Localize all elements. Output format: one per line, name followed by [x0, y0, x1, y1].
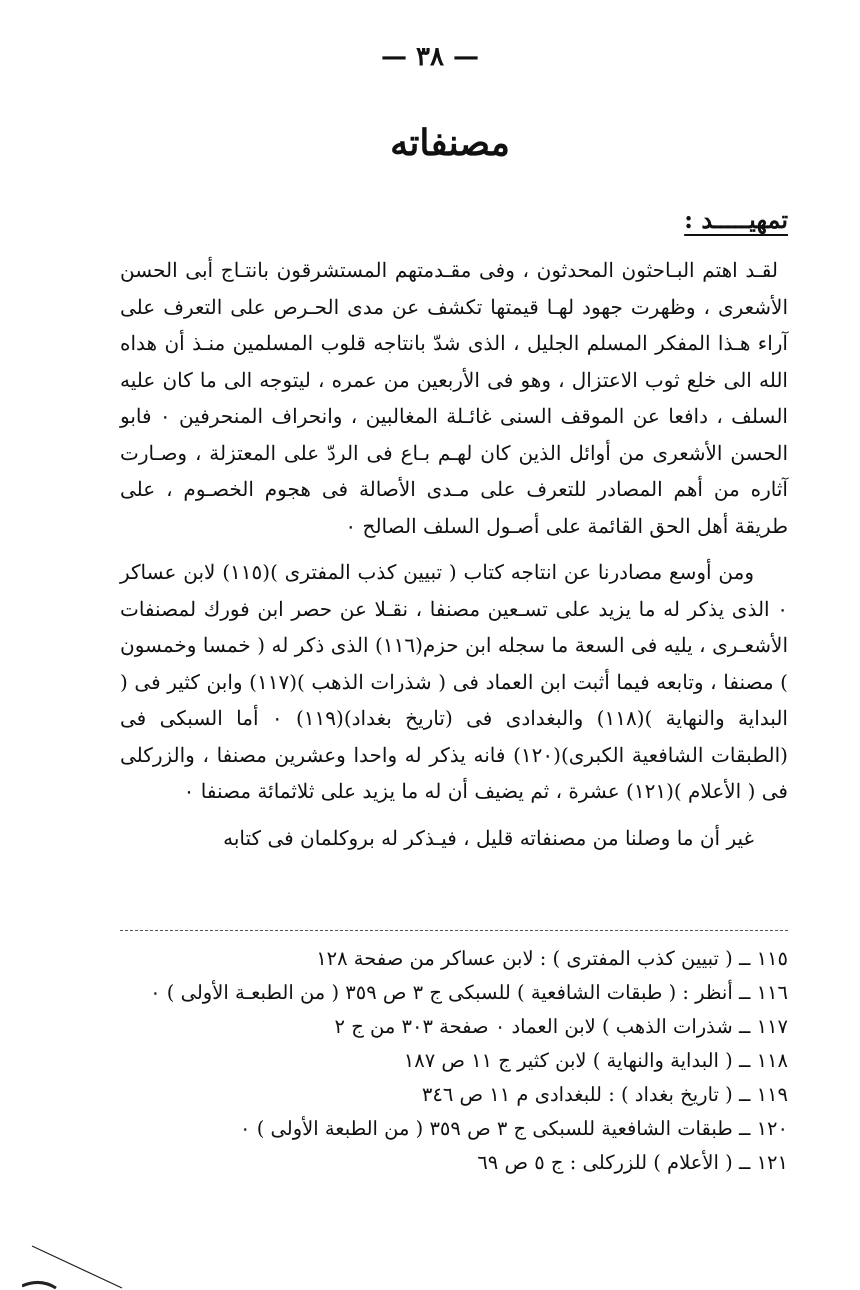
paragraph: لقـد اهتم البـاحثون المحدثون ، وفى مقـدمتهم المستشرقون بانتـاج أبى الحسن الأشعرى ، وظهرت جهود لهـا قيمتها تكشف عن مدى الحـرص على التعرف على آراء هـذا المفكر المسلم الجليل ، الذى شدّ بانتاجه قلوب المسلمين منـذ أن هداه الله الى خلع ثوب الاعتزال ، وهو فى الأربعين من عمره ، ليتوجه الى ما كان عليه السلف ، دافعا عن الموقف السنى غائـلة المغالبين ، وانحراف المنحرفين ٠ فابو الحسن الأشعرى من أوائل الذين كان لهـم بـاع فى الردّ على المعتزلة ، وصـارت آثاره من أهم المصادر للتعرف على مـدى الأصالة فى هجوم الخصـوم ، على طريقة أهل الحق القائمة على أصـول السلف الصالح ٠: [120, 258, 788, 538]
page-number: — ٣٨ —: [380, 42, 480, 72]
footnote-item: [128, 976, 788, 1010]
footnote-item: [128, 1010, 788, 1044]
footnote-item: [128, 1078, 788, 1112]
scan-corner-mark: [22, 1242, 132, 1290]
section-heading: تمهيـــــد :: [684, 205, 788, 234]
footnote-text: ١١٩ ــ ( تاريخ بغداد ) : للبغدادى م ١١ ص ٣٤٦: [421, 1083, 788, 1106]
footnotes-list: [128, 942, 788, 1180]
footnote-text: ١١٥ ــ ( تبيين كذب المفترى ) : لابن عساكر من صفحة ١٢٨: [316, 947, 788, 970]
chapter-title: مصنفاته: [390, 122, 510, 164]
paragraph: غير أن ما وصلنا من مصنفاته قليل ، فيـذكر له بروكلمان فى كتابه: [223, 825, 754, 850]
footnote-item: [128, 1044, 788, 1078]
footnote-text: ١١٧ ــ شذرات الذهب ) لابن العماد ٠ صفحة ٣٠٣ من ج ٢: [334, 1015, 788, 1038]
footnote-separator: [120, 930, 788, 931]
footnote-item: [128, 942, 788, 976]
footnote-text: ١١٦ ــ أنظر : ( طبقات الشافعية ) للسبكى ج ٣ ص ٣٥٩ ( من الطبعـة الأولى ) ٠: [150, 981, 788, 1004]
footnote-text: ١١٨ ــ ( البداية والنهاية ) لابن كثير ج ١١ ص ١٨٧: [403, 1049, 788, 1072]
paragraph: ومن أوسع مصادرنا عن انتاجه كتاب ( تبيين كذب المفترى )(١١٥) لابن عساكر ٠ الذى يذكر له ما يزيد على تسـعين مصنفا ، نقـلا عن حصر ابن فورك لمصنفات الأشعـرى ، يليه فى السعة ما سجله ابن حزم(١١٦) الذى ذكر له ( خمسا وخمسون ) مصنفا ، وتابعه فيما أثبت ابن العماد فى ( شذرات الذهب )(١١٧) وابن كثير فى ( البداية والنهاية )(١١٨) والبغدادى فى (تاريخ بغداد)(١١٩) ٠ أما السبكى فى (الطبقات الشافعية الكبرى)(١٢٠) فانه يذكر له واحدا وعشرين مصنفا ، والزركلى فى ( الأعلام )(١٢١) عشرة ، ثم يضيف أن له ما يزيد على ثلاثمائة مصنفا ٠: [120, 560, 788, 803]
body-text: [120, 252, 788, 866]
footnote-text: ١٢١ ــ ( الأعلام ) للزركلى : ج ٥ ص ٦٩: [477, 1151, 788, 1174]
footnote-item: [128, 1112, 788, 1146]
footnote-text: ١٢٠ ــ طبقات الشافعية للسبكى ج ٣ ص ٣٥٩ ( من الطبعة الأولى ) ٠: [240, 1117, 788, 1140]
footnote-item: [128, 1146, 788, 1180]
